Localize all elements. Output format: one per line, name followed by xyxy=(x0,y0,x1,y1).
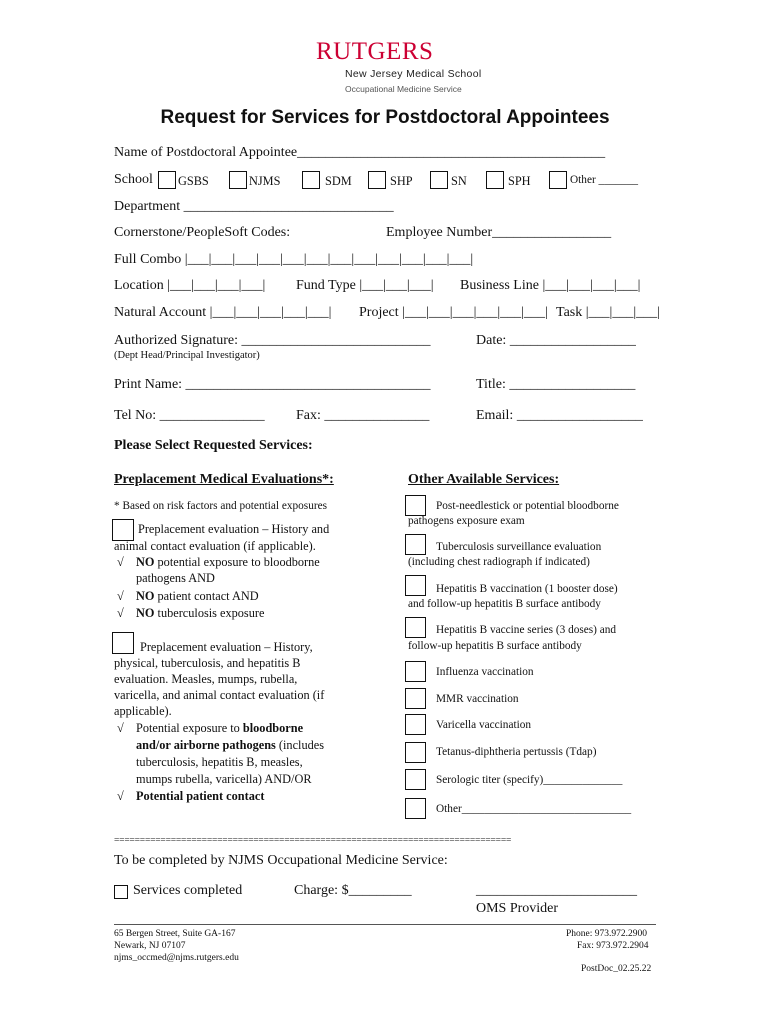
footer-phone: Phone: 973.972.2900 xyxy=(566,929,648,939)
provider-signature-line[interactable]: _______________________ xyxy=(476,883,637,898)
eval2-line2: physical, tuberculosis, and hepatitis B xyxy=(114,656,301,670)
eval2-bullet1-cont: and/or airborne pathogens (includes xyxy=(136,738,324,752)
services-completed-checkbox[interactable] xyxy=(114,885,128,899)
risk-note: * Based on risk factors and potential exposures xyxy=(114,500,328,512)
school-gsbs-label: GSBS xyxy=(178,174,209,188)
doc-id: PostDoc_02.25.22 xyxy=(581,964,652,974)
eval1-bullet3: NO tuberculosis exposure xyxy=(136,606,265,620)
check-mark: √ xyxy=(117,589,124,603)
project-field[interactable]: Project |___|___|___|___|___|___| xyxy=(359,305,548,320)
rutgers-logo: RUTGERS xyxy=(316,38,434,65)
service-label: Tuberculosis surveillance evaluation xyxy=(436,541,602,553)
service-checkbox[interactable] xyxy=(405,575,426,596)
check-mark: √ xyxy=(117,606,124,620)
eval1-line2: animal contact evaluation (if applicable). xyxy=(114,539,316,553)
other-services-heading: Other Available Services: xyxy=(408,472,560,487)
eval1-bullet1-cont: pathogens AND xyxy=(136,571,215,585)
service-name: Occupational Medicine Service xyxy=(345,84,462,94)
eval2-line5: applicable). xyxy=(114,704,172,718)
service-checkbox[interactable] xyxy=(405,714,426,735)
school-shp-checkbox[interactable] xyxy=(368,171,386,189)
check-mark: √ xyxy=(117,555,124,569)
service-label: Influenza vaccination xyxy=(436,666,534,678)
footer-email[interactable]: njms_occmed@njms.rutgers.edu xyxy=(114,953,239,963)
school-njms-label: NJMS xyxy=(249,174,281,188)
page-title: Request for Services for Postdoctoral Appointees xyxy=(160,107,610,128)
codes-label: Cornerstone/PeopleSoft Codes: xyxy=(114,225,291,240)
school-gsbs-checkbox[interactable] xyxy=(158,171,176,189)
school-sn-checkbox[interactable] xyxy=(430,171,448,189)
school-sph-label: SPH xyxy=(508,174,531,188)
fund-type-field[interactable]: Fund Type |___|___|___| xyxy=(296,278,434,293)
eval1-line1: Preplacement evaluation – History and xyxy=(138,522,330,536)
preplacement-eval1-checkbox[interactable] xyxy=(112,519,134,541)
department-field[interactable]: Department ______________________________ xyxy=(114,199,394,214)
check-mark: √ xyxy=(117,789,124,803)
office-heading: To be completed by NJMS Occupational Medicine Service: xyxy=(114,853,448,868)
tel-field[interactable]: Tel No: _______________ xyxy=(114,408,265,423)
full-combo-field[interactable]: Full Combo |___|___|___|___|___|___|___|___|___|___|___|___| xyxy=(114,252,474,267)
service-label: Post-needlestick or potential bloodborne xyxy=(436,500,619,512)
preplacement-heading: Preplacement Medical Evaluations*: xyxy=(114,472,334,487)
service-checkbox[interactable] xyxy=(405,798,426,819)
print-name-field[interactable]: Print Name: ___________________________________ xyxy=(114,377,431,392)
school-sph-checkbox[interactable] xyxy=(486,171,504,189)
service-label: Hepatitis B vaccine series (3 doses) and xyxy=(436,624,617,636)
charge-field[interactable]: Charge: $_________ xyxy=(294,883,412,898)
email-field[interactable]: Email: __________________ xyxy=(476,408,643,423)
natural-account-field[interactable]: Natural Account |___|___|___|___|___| xyxy=(114,305,332,320)
service-checkbox[interactable] xyxy=(405,661,426,682)
service-checkbox[interactable] xyxy=(405,688,426,709)
service-label-cont: (including chest radiograph if indicated) xyxy=(408,556,590,568)
fax-field[interactable]: Fax: _______________ xyxy=(296,408,430,423)
school-other-label[interactable]: Other _______ xyxy=(570,174,639,186)
service-label-cont: follow-up hepatitis B surface antibody xyxy=(408,640,582,652)
eval2-bullet1-cont2: tuberculosis, hepatitis B, measles, xyxy=(136,755,303,769)
footer-divider xyxy=(114,924,656,925)
school-sdm-label: SDM xyxy=(325,174,352,188)
service-label: MMR vaccination xyxy=(436,693,519,705)
task-field[interactable]: Task |___|___|___| xyxy=(556,305,660,320)
service-label: Hepatitis B vaccination (1 booster dose) xyxy=(436,583,618,595)
service-checkbox[interactable] xyxy=(405,617,426,638)
service-checkbox[interactable] xyxy=(405,534,426,555)
eval2-bullet1: Potential exposure to bloodborne xyxy=(136,721,304,735)
service-label[interactable]: Serologic titer (specify)______________ xyxy=(436,774,623,786)
eval2-bullet1-cont3: mumps rubella, varicella) AND/OR xyxy=(136,772,312,786)
school-sdm-checkbox[interactable] xyxy=(302,171,320,189)
select-services-heading: Please Select Requested Services: xyxy=(114,438,313,453)
authorized-signature-field[interactable]: Authorized Signature: ___________________________ xyxy=(114,333,431,348)
footer-fax: Fax: 973.972.2904 xyxy=(577,941,649,951)
eval1-bullet2: NO patient contact AND xyxy=(136,589,259,603)
service-label-cont: and follow-up hepatitis B surface antibody xyxy=(408,598,601,610)
school-sn-label: SN xyxy=(451,174,467,188)
dept-head-note: (Dept Head/Principal Investigator) xyxy=(114,350,260,361)
date-field[interactable]: Date: __________________ xyxy=(476,333,636,348)
name-field[interactable]: Name of Postdoctoral Appointee____________________________________________ xyxy=(114,145,606,160)
oms-provider-label: OMS Provider xyxy=(476,901,559,916)
business-line-field[interactable]: Business Line |___|___|___|___| xyxy=(460,278,641,293)
eval2-line4: varicella, and animal contact evaluation (if xyxy=(114,688,325,702)
employee-number-field[interactable]: Employee Number_________________ xyxy=(386,225,612,240)
footer-address1: 65 Bergen Street, Suite GA-167 xyxy=(114,929,236,939)
title-field[interactable]: Title: __________________ xyxy=(476,377,636,392)
footer-address2: Newark, NJ 07107 xyxy=(114,941,186,951)
service-label: Varicella vaccination xyxy=(436,719,532,731)
eval2-line3: evaluation. Measles, mumps, rubella, xyxy=(114,672,298,686)
eval2-line1: Preplacement evaluation – History, xyxy=(140,640,313,654)
service-label-cont: pathogens exposure exam xyxy=(408,515,525,527)
service-checkbox[interactable] xyxy=(405,769,426,790)
school-name: New Jersey Medical School xyxy=(345,68,482,80)
eval2-bullet2: Potential patient contact xyxy=(136,789,265,803)
service-label: Tetanus-diphtheria pertussis (Tdap) xyxy=(436,746,597,758)
services-completed-label: Services completed xyxy=(133,883,243,898)
service-checkbox[interactable] xyxy=(405,742,426,763)
preplacement-eval2-checkbox[interactable] xyxy=(112,632,134,654)
eval1-bullet1: NO potential exposure to bloodborne xyxy=(136,555,320,569)
school-other-checkbox[interactable] xyxy=(549,171,567,189)
location-field[interactable]: Location |___|___|___|___| xyxy=(114,278,266,293)
service-label[interactable]: Other______________________________ xyxy=(436,803,632,815)
service-checkbox[interactable] xyxy=(405,495,426,516)
school-njms-checkbox[interactable] xyxy=(229,171,247,189)
separator: ============================================================================= xyxy=(114,836,512,846)
check-mark: √ xyxy=(117,721,124,735)
school-shp-label: SHP xyxy=(390,174,413,188)
school-label: School xyxy=(114,172,153,187)
